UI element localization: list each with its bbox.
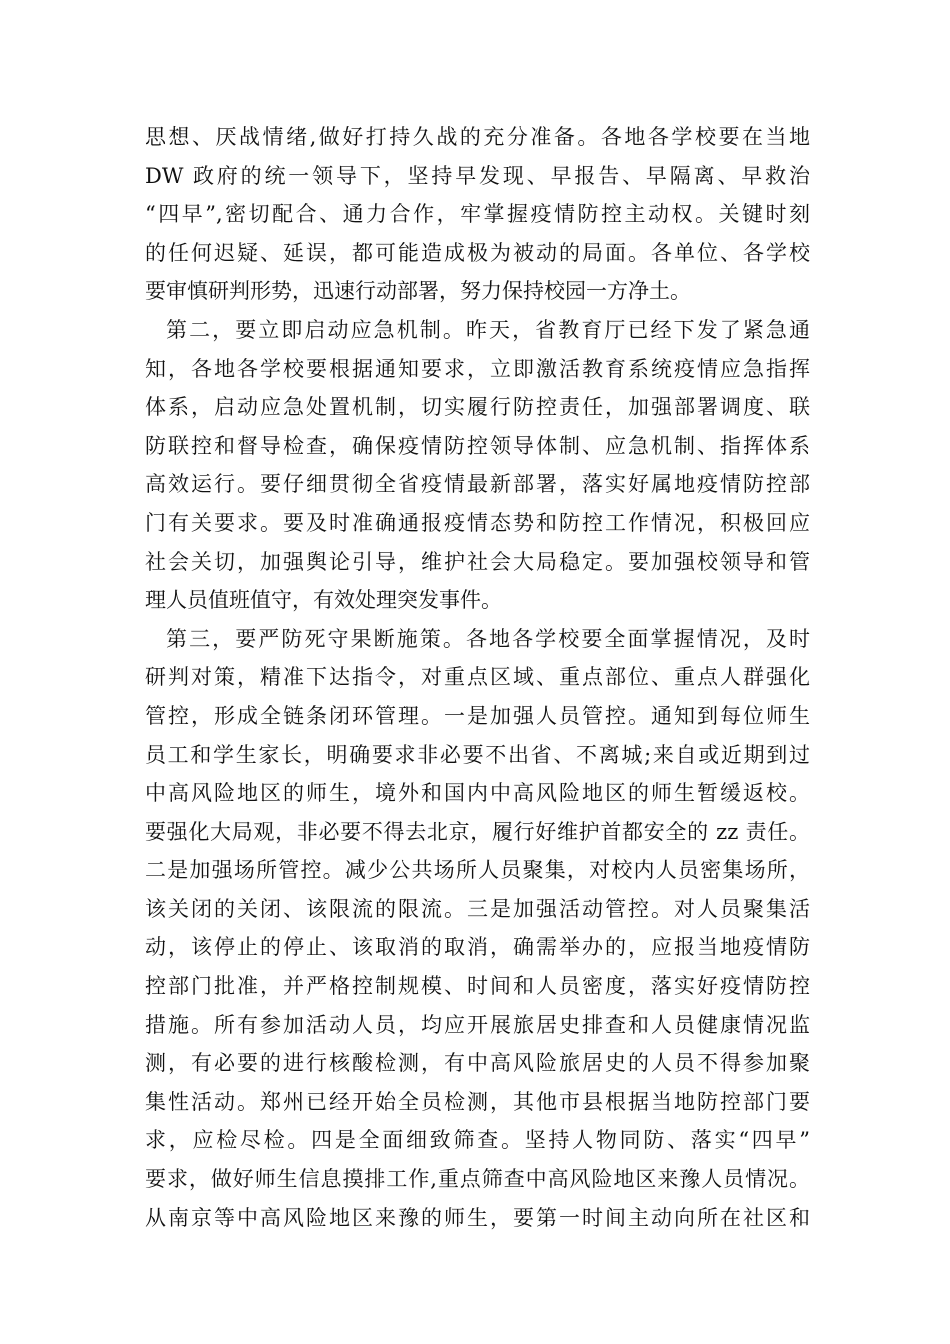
text-line: 防联控和督导检查，确保疫情防控领导体制、应急机制、指挥体系	[145, 433, 810, 458]
text-line: 社会关切，加强舆论引导，维护社会大局稳定。要加强校领导和管	[145, 549, 810, 574]
text-line: 二是加强场所管控。减少公共场所人员聚集，对校内人员密集场所，	[145, 858, 810, 883]
text-line: “四早”,密切配合、通力合作，牢掌握疫情防控主动权。关键时刻	[145, 202, 810, 227]
text-line: 控部门批准，并严格控制规模、时间和人员密度，落实好疫情防控	[145, 974, 810, 999]
text-line: 思想、厌战情绪,做好打持久战的充分准备。各地各学校要在当地	[145, 125, 810, 149]
text-line: 管控，形成全链条闭环管理。一是加强人员管控。通知到每位师生	[145, 703, 810, 728]
text-line: 求，应检尽检。四是全面细致筛查。坚持人物同防、落实“四早”	[145, 1128, 810, 1153]
text-line: 该关闭的关闭、该限流的限流。三是加强活动管控。对人员聚集活	[145, 896, 810, 921]
text-line: 体系，启动应急处置机制，切实履行防控责任，加强部署调度、联	[145, 395, 810, 420]
text-line: 从南京等中高风险地区来豫的师生，要第一时间主动向所在社区和	[145, 1205, 810, 1230]
text-line: 员工和学生家长，明确要求非必要不出省、不离城;来自或近期到过	[145, 742, 810, 767]
text-line: 高效运行。要仔细贯彻全省疫情最新部署，落实好属地疫情防控部	[145, 472, 810, 497]
paragraph-start-line: 第三，要严防死守果断施策。各地各学校要全面掌握情况，及时	[166, 626, 810, 651]
text-line: 要审慎研判形势，迅速行动部署，努力保持校园一方净土。	[145, 279, 691, 304]
text-line: 研判对策，精准下达指令，对重点区域、重点部位、重点人群强化	[145, 665, 810, 690]
text-line: 中高风险地区的师生，境外和国内中高风险地区的师生暂缓返校。	[145, 781, 810, 806]
text-line: 的任何迟疑、延误，都可能造成极为被动的局面。各单位、各学校	[145, 240, 810, 265]
paragraph-start-line: 第二，要立即启动应急机制。昨天，省教育厅已经下发了紧急通	[166, 317, 810, 342]
text-line: 知，各地各学校要根据通知要求，立即激活教育系统疫情应急指挥	[145, 356, 810, 381]
text-line: 集性活动。郑州已经开始全员检测，其他市县根据当地防控部门要	[145, 1089, 810, 1114]
text-line: DW 政府的统一领导下，坚持早发现、早报告、早隔离、早救治	[145, 163, 810, 188]
text-line: 要强化大局观，非必要不得去北京，履行好维护首都安全的 zz 责任。	[145, 819, 810, 844]
text-line: 门有关要求。要及时准确通报疫情态势和防控工作情况，积极回应	[145, 510, 810, 535]
text-line: 措施。所有参加活动人员，均应开展旅居史排查和人员健康情况监	[145, 1012, 810, 1037]
text-line: 测，有必要的进行核酸检测，有中高风险旅居史的人员不得参加聚	[145, 1051, 810, 1076]
text-line: 要求，做好师生信息摸排工作,重点筛查中高风险地区来豫人员情况。	[145, 1167, 810, 1192]
text-line: 理人员值班值守，有效处理突发事件。	[145, 588, 502, 613]
text-line: 动，该停止的停止、该取消的取消，确需举办的，应报当地疫情防	[145, 935, 810, 960]
document-body	[145, 118, 810, 1237]
